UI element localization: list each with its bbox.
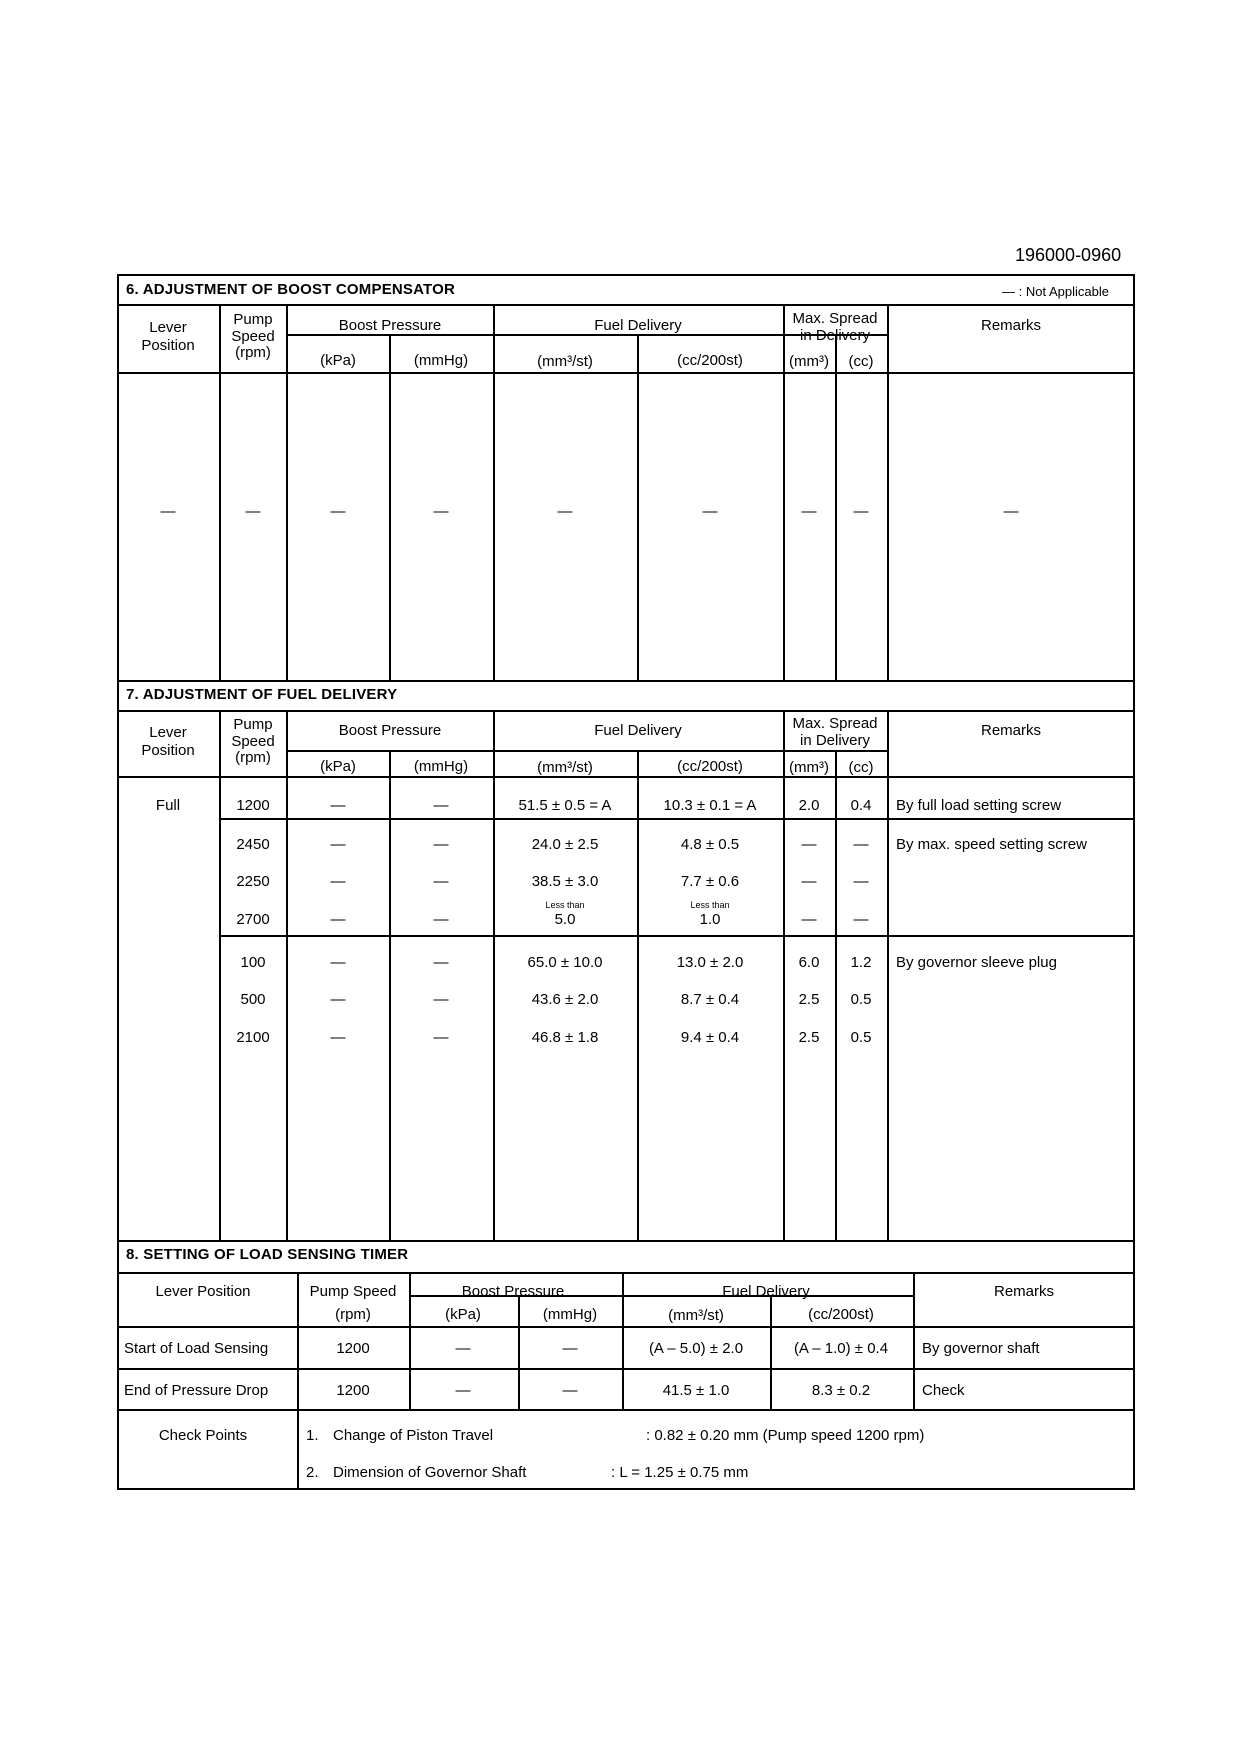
check-points-label: Check Points bbox=[158, 1427, 248, 1444]
s8-h-mmhg: (mmHg) bbox=[542, 1306, 598, 1323]
s7-r1-cc: 4.8 ± 0.5 bbox=[680, 836, 740, 853]
s8-r0-speed: 1200 bbox=[336, 1340, 370, 1357]
check-point-1-num: 1. bbox=[306, 1427, 319, 1444]
s7-r3-mm3: 5.0 bbox=[554, 911, 576, 928]
s6-h-spread-2: in Delivery bbox=[799, 327, 871, 344]
s8-h-rpm: (rpm) bbox=[335, 1306, 371, 1323]
s7-r0-remarks: By full load setting screw bbox=[896, 797, 1062, 814]
s7-r4-remarks: By governor sleeve plug bbox=[896, 954, 1057, 971]
grid-line bbox=[117, 372, 1135, 374]
section6-title-rule bbox=[117, 304, 1135, 306]
s6-h-pump-1: Pump bbox=[233, 311, 273, 328]
s7-r3-sp-mm3: — bbox=[801, 911, 817, 928]
s7-r3-cc-note: Less than bbox=[690, 900, 730, 910]
s7-r2-cc: 7.7 ± 0.6 bbox=[680, 873, 740, 890]
s6-h-pump-2: Speed bbox=[231, 328, 275, 345]
grid-line bbox=[518, 1295, 520, 1409]
grid-line bbox=[117, 1368, 1135, 1370]
section8-title: 8. SETTING OF LOAD SENSING TIMER bbox=[126, 1246, 409, 1263]
s7-h-mm3st: (mm³/st) bbox=[537, 759, 593, 776]
s6-remarks: — bbox=[1003, 503, 1019, 520]
s6-h-pump-3: (rpm) bbox=[235, 344, 271, 361]
grid-line bbox=[835, 750, 837, 1240]
s7-r3-cc: 1.0 bbox=[699, 911, 721, 928]
s7-r5-speed: 500 bbox=[240, 991, 266, 1008]
s8-h-fuel: Fuel Delivery bbox=[722, 1283, 810, 1300]
s7-r3-mmhg: — bbox=[433, 911, 449, 928]
s6-h-spread-cc: (cc) bbox=[848, 353, 874, 370]
document-id: 196000-0960 bbox=[1015, 245, 1122, 265]
s7-h-pump-3: (rpm) bbox=[235, 749, 271, 766]
grid-line bbox=[835, 334, 837, 680]
not-applicable-note: — : Not Applicable bbox=[1002, 284, 1109, 299]
s7-r6-mm3: 46.8 ± 1.8 bbox=[531, 1029, 599, 1046]
s7-r5-mm3: 43.6 ± 2.0 bbox=[531, 991, 599, 1008]
grid-line bbox=[887, 304, 889, 680]
check-point-2-value: : L = 1.25 ± 0.75 mm bbox=[611, 1464, 749, 1481]
s7-r5-mmhg: — bbox=[433, 991, 449, 1008]
s6-spread-mm3: — bbox=[801, 503, 817, 520]
s7-r5-cc: 8.7 ± 0.4 bbox=[680, 991, 740, 1008]
s7-h-pump-1: Pump bbox=[233, 716, 273, 733]
s7-r5-kpa: — bbox=[330, 991, 346, 1008]
s7-r0-kpa: — bbox=[330, 797, 346, 814]
s6-h-spread-mm3: (mm³) bbox=[789, 353, 829, 370]
s7-r2-mm3: 38.5 ± 3.0 bbox=[531, 873, 599, 890]
s8-h-pump: Pump Speed bbox=[309, 1283, 397, 1300]
s7-r2-kpa: — bbox=[330, 873, 346, 890]
s8-r1-cc: 8.3 ± 0.2 bbox=[811, 1382, 871, 1399]
s7-r5-sp-cc: 0.5 bbox=[850, 991, 872, 1008]
grid-line bbox=[389, 334, 391, 680]
s8-r1-remarks: Check bbox=[922, 1382, 965, 1399]
s7-r6-cc: 9.4 ± 0.4 bbox=[680, 1029, 740, 1046]
s7-r6-kpa: — bbox=[330, 1029, 346, 1046]
s8-h-mm3st: (mm³/st) bbox=[668, 1307, 724, 1324]
grid-line bbox=[117, 680, 1135, 682]
s7-r1-sp-mm3: — bbox=[801, 836, 817, 853]
grid-line bbox=[913, 1272, 915, 1409]
s8-h-lever: Lever Position bbox=[155, 1283, 251, 1300]
s8-r1-mmhg: — bbox=[562, 1382, 578, 1399]
grid-line bbox=[887, 710, 889, 1240]
s7-h-spread-2: in Delivery bbox=[799, 732, 871, 749]
s7-r2-sp-cc: — bbox=[853, 873, 869, 890]
s7-r3-kpa: — bbox=[330, 911, 346, 928]
grid-line bbox=[117, 1409, 1135, 1411]
s7-r0-speed: 1200 bbox=[236, 797, 270, 814]
s7-r2-sp-mm3: — bbox=[801, 873, 817, 890]
check-point-2-num: 2. bbox=[306, 1464, 319, 1481]
grid-line bbox=[783, 710, 785, 1240]
s7-h-remarks: Remarks bbox=[980, 722, 1042, 739]
grid-line bbox=[409, 1272, 411, 1295]
grid-line bbox=[117, 776, 1135, 778]
grid-line bbox=[117, 1326, 1135, 1328]
s7-r1-sp-cc: — bbox=[853, 836, 869, 853]
s7-r4-speed: 100 bbox=[240, 954, 266, 971]
s6-h-remarks: Remarks bbox=[980, 317, 1042, 334]
s7-r2-mmhg: — bbox=[433, 873, 449, 890]
s7-r4-kpa: — bbox=[330, 954, 346, 971]
grid-line bbox=[286, 334, 887, 336]
s7-r0-mm3: 51.5 ± 0.5 = A bbox=[518, 797, 612, 814]
grid-line bbox=[219, 818, 1135, 820]
grid-line bbox=[770, 1295, 772, 1409]
s6-h-spread-1: Max. Spread bbox=[792, 310, 878, 327]
s6-h-boost: Boost Pressure bbox=[338, 317, 442, 334]
s6-spread-cc: — bbox=[853, 503, 869, 520]
s7-r4-mmhg: — bbox=[433, 954, 449, 971]
s8-h-kpa: (kPa) bbox=[445, 1306, 481, 1323]
grid-line bbox=[297, 1272, 299, 1490]
s6-h-lever-2: Position bbox=[141, 337, 195, 354]
s7-r4-sp-cc: 1.2 bbox=[850, 954, 872, 971]
outer-frame bbox=[117, 274, 1135, 1490]
s7-r4-sp-mm3: 6.0 bbox=[798, 954, 820, 971]
s6-h-mm3st: (mm³/st) bbox=[537, 353, 593, 370]
s7-r1-speed: 2450 bbox=[236, 836, 270, 853]
check-point-1-value: : 0.82 ± 0.20 mm (Pump speed 1200 rpm) bbox=[646, 1427, 925, 1444]
s8-h-boost: Boost Pressure bbox=[461, 1283, 565, 1300]
s7-r3-mm3-note: Less than bbox=[545, 900, 585, 910]
check-point-2-text: Dimension of Governor Shaft bbox=[333, 1464, 527, 1481]
s6-mm3: — bbox=[557, 503, 573, 520]
s8-r1-label: End of Pressure Drop bbox=[124, 1382, 269, 1399]
s7-r3-sp-cc: — bbox=[853, 911, 869, 928]
s7-h-mmhg: (mmHg) bbox=[413, 758, 469, 775]
s7-h-pump-2: Speed bbox=[231, 733, 275, 750]
s8-r0-remarks: By governor shaft bbox=[922, 1340, 1040, 1357]
s8-r0-cc: (A – 1.0) ± 0.4 bbox=[793, 1340, 889, 1357]
s7-r1-remarks: By max. speed setting screw bbox=[896, 836, 1087, 853]
s6-cc: — bbox=[702, 503, 718, 520]
s6-h-lever-1: Lever bbox=[149, 319, 187, 336]
s7-r6-speed: 2100 bbox=[236, 1029, 270, 1046]
s7-h-spread-cc: (cc) bbox=[848, 759, 874, 776]
s8-r1-kpa: — bbox=[455, 1382, 471, 1399]
section7-title: 7. ADJUSTMENT OF FUEL DELIVERY bbox=[126, 686, 398, 703]
s7-r1-mmhg: — bbox=[433, 836, 449, 853]
grid-line bbox=[219, 935, 1135, 937]
s7-r4-cc: 13.0 ± 2.0 bbox=[676, 954, 744, 971]
s7-r3-speed: 2700 bbox=[236, 911, 270, 928]
s7-h-cc200st: (cc/200st) bbox=[677, 758, 743, 775]
s7-r2-speed: 2250 bbox=[236, 873, 270, 890]
s8-r0-kpa: — bbox=[455, 1340, 471, 1357]
s8-h-cc200st: (cc/200st) bbox=[808, 1306, 874, 1323]
grid-line bbox=[286, 710, 288, 1240]
s7-h-boost: Boost Pressure bbox=[338, 722, 442, 739]
s7-r1-kpa: — bbox=[330, 836, 346, 853]
s7-r4-mm3: 65.0 ± 10.0 bbox=[527, 954, 603, 971]
s7-r5-sp-mm3: 2.5 bbox=[798, 991, 820, 1008]
s7-h-kpa: (kPa) bbox=[320, 758, 356, 775]
grid-line bbox=[637, 334, 639, 680]
s7-r0-mmhg: — bbox=[433, 797, 449, 814]
grid-line bbox=[286, 304, 288, 680]
s7-h-fuel: Fuel Delivery bbox=[594, 722, 682, 739]
s6-h-kpa: (kPa) bbox=[320, 352, 356, 369]
s7-r0-sp-cc: 0.4 bbox=[850, 797, 872, 814]
grid-line bbox=[117, 710, 1135, 712]
s8-h-remarks: Remarks bbox=[993, 1283, 1055, 1300]
grid-line bbox=[117, 1240, 1135, 1242]
grid-line bbox=[409, 1295, 411, 1409]
s7-lever-full: Full bbox=[155, 797, 181, 814]
grid-line bbox=[117, 1272, 1135, 1274]
grid-line bbox=[219, 304, 221, 680]
s7-h-spread-1: Max. Spread bbox=[792, 715, 878, 732]
grid-line bbox=[622, 1272, 624, 1409]
s8-r0-label: Start of Load Sensing bbox=[124, 1340, 269, 1357]
s8-r1-speed: 1200 bbox=[336, 1382, 370, 1399]
s6-speed: — bbox=[245, 503, 261, 520]
s7-r6-sp-mm3: 2.5 bbox=[798, 1029, 820, 1046]
grid-line bbox=[637, 750, 639, 1240]
s6-lever: — bbox=[160, 503, 176, 520]
grid-line bbox=[219, 710, 221, 1240]
s7-r6-mmhg: — bbox=[433, 1029, 449, 1046]
grid-line bbox=[783, 304, 785, 680]
s6-h-fuel: Fuel Delivery bbox=[594, 317, 682, 334]
s7-r6-sp-cc: 0.5 bbox=[850, 1029, 872, 1046]
s8-r0-mm3: (A – 5.0) ± 2.0 bbox=[648, 1340, 744, 1357]
s6-kpa: — bbox=[330, 503, 346, 520]
check-point-1-text: Change of Piston Travel bbox=[333, 1427, 494, 1444]
s7-h-lever-2: Position bbox=[141, 742, 195, 759]
s7-r0-cc: 10.3 ± 0.1 = A bbox=[663, 797, 757, 814]
s8-r1-mm3: 41.5 ± 1.0 bbox=[662, 1382, 730, 1399]
grid-line bbox=[493, 304, 495, 680]
grid-line bbox=[286, 750, 887, 752]
s8-r0-mmhg: — bbox=[562, 1340, 578, 1357]
s7-h-spread-mm3: (mm³) bbox=[789, 759, 829, 776]
s6-h-mmhg: (mmHg) bbox=[413, 352, 469, 369]
s7-h-lever-1: Lever bbox=[149, 724, 187, 741]
s6-h-cc200st: (cc/200st) bbox=[677, 352, 743, 369]
s6-mmhg: — bbox=[433, 503, 449, 520]
grid-line bbox=[389, 750, 391, 1240]
s7-r0-sp-mm3: 2.0 bbox=[798, 797, 820, 814]
section6-title: 6. ADJUSTMENT OF BOOST COMPENSATOR bbox=[126, 281, 456, 298]
grid-line bbox=[493, 710, 495, 1240]
s7-r1-mm3: 24.0 ± 2.5 bbox=[531, 836, 599, 853]
